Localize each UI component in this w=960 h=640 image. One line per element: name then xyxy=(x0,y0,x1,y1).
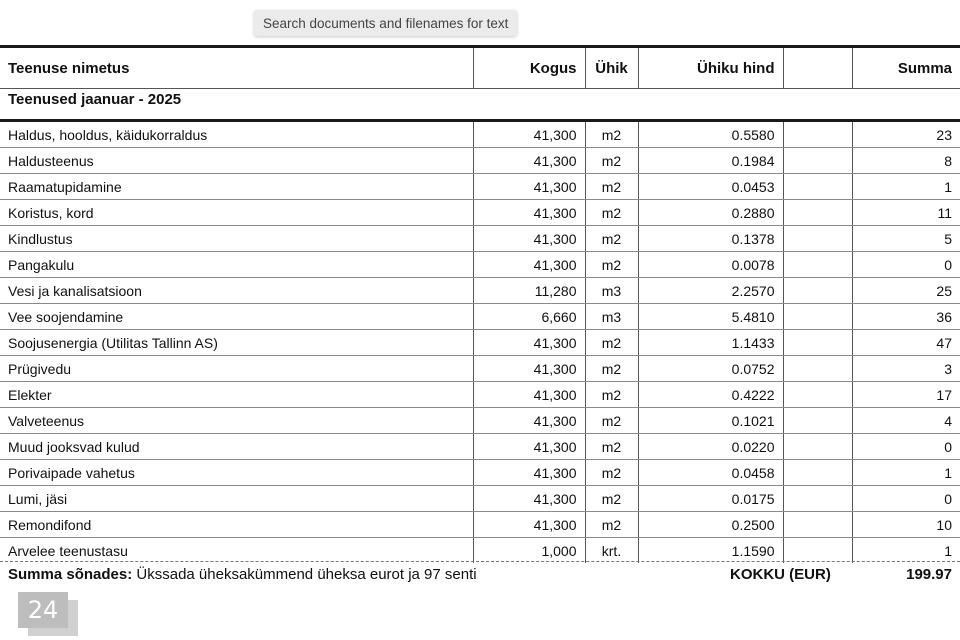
cell-sum: 1 xyxy=(852,538,960,564)
table-row xyxy=(0,408,960,434)
table-row xyxy=(0,278,960,304)
footer xyxy=(0,566,960,588)
cell-unit-price: 0.5580 xyxy=(638,121,783,148)
cell-unit: m2 xyxy=(585,356,638,382)
table-row xyxy=(0,200,960,226)
cell-unit: m2 xyxy=(585,174,638,200)
cell-blank xyxy=(783,512,852,538)
cell-description: Elekter xyxy=(0,382,473,408)
cell-unit: m2 xyxy=(585,226,638,252)
cell-unit: m2 xyxy=(585,512,638,538)
cell-quantity: 41,300 xyxy=(473,408,585,434)
cell-quantity: 41,300 xyxy=(473,174,585,200)
cell-blank xyxy=(783,226,852,252)
cell-quantity: 41,300 xyxy=(473,252,585,278)
cell-blank xyxy=(783,148,852,174)
total-label: KOKKU (EUR) xyxy=(730,566,831,583)
cell-unit: m2 xyxy=(585,382,638,408)
cell-quantity: 41,300 xyxy=(473,486,585,512)
cell-description: Pangakulu xyxy=(0,252,473,278)
bottom-dashed-rule xyxy=(0,561,960,562)
cell-sum: 17 xyxy=(852,382,960,408)
cell-description: Haldusteenus xyxy=(0,148,473,174)
cell-unit: m2 xyxy=(585,148,638,174)
cell-sum: 11 xyxy=(852,200,960,226)
cell-unit-price: 0.0175 xyxy=(638,486,783,512)
table-row xyxy=(0,486,960,512)
cell-unit: m2 xyxy=(585,408,638,434)
cell-unit-price: 5.4810 xyxy=(638,304,783,330)
cell-blank xyxy=(783,356,852,382)
cell-blank xyxy=(783,278,852,304)
cell-description: Porivaipade vahetus xyxy=(0,460,473,486)
amount-in-words xyxy=(8,566,477,583)
section-row xyxy=(0,89,960,121)
cell-blank xyxy=(783,460,852,486)
cell-unit: m2 xyxy=(585,486,638,512)
table-row xyxy=(0,434,960,460)
cell-description: Haldus, hooldus, käidukorraldus xyxy=(0,121,473,148)
cell-unit-price: 1.1590 xyxy=(638,538,783,564)
cell-unit-price: 1.1433 xyxy=(638,330,783,356)
cell-quantity: 41,300 xyxy=(473,226,585,252)
cell-blank xyxy=(783,434,852,460)
cell-sum: 1 xyxy=(852,174,960,200)
cell-blank xyxy=(783,252,852,278)
header-quantity: Kogus xyxy=(473,48,585,89)
cell-description: Muud jooksvad kulud xyxy=(0,434,473,460)
cell-unit: m3 xyxy=(585,278,638,304)
cell-quantity: 6,660 xyxy=(473,304,585,330)
invoice-table xyxy=(0,48,960,563)
cell-blank xyxy=(783,304,852,330)
header-blank xyxy=(783,48,852,89)
cell-quantity: 41,300 xyxy=(473,200,585,226)
cell-sum: 47 xyxy=(852,330,960,356)
table-row xyxy=(0,121,960,148)
cell-blank xyxy=(783,174,852,200)
cell-sum: 0 xyxy=(852,486,960,512)
cell-description: Lumi, jäsi xyxy=(0,486,473,512)
cell-quantity: 41,300 xyxy=(473,434,585,460)
cell-description: Prügivedu xyxy=(0,356,473,382)
cell-quantity: 11,280 xyxy=(473,278,585,304)
cell-unit-price: 0.0453 xyxy=(638,174,783,200)
cell-sum: 23 xyxy=(852,121,960,148)
cell-description: Kindlustus xyxy=(0,226,473,252)
table-row xyxy=(0,304,960,330)
cell-description: Valveteenus xyxy=(0,408,473,434)
cell-blank xyxy=(783,408,852,434)
cell-unit: m2 xyxy=(585,460,638,486)
cell-unit-price: 0.0458 xyxy=(638,460,783,486)
cell-unit-price: 2.2570 xyxy=(638,278,783,304)
header-unit-price: Ühiku hind xyxy=(638,48,783,89)
cell-description: Soojusenergia (Utilitas Tallinn AS) xyxy=(0,330,473,356)
cell-unit: m2 xyxy=(585,121,638,148)
table-row xyxy=(0,538,960,564)
header-description: Teenuse nimetus xyxy=(0,48,473,89)
cell-blank xyxy=(783,538,852,564)
search-tooltip: Search documents and filenames for text xyxy=(254,10,517,36)
section-title: Teenused jaanuar - 2025 xyxy=(0,89,960,121)
total-value: 199.97 xyxy=(906,566,952,583)
table-row xyxy=(0,512,960,538)
cell-sum: 8 xyxy=(852,148,960,174)
table-header-row xyxy=(0,48,960,89)
amount-in-words-label: Summa sõnades: xyxy=(8,566,133,583)
cell-unit-price: 0.0078 xyxy=(638,252,783,278)
cell-sum: 36 xyxy=(852,304,960,330)
cell-unit: m2 xyxy=(585,434,638,460)
cell-sum: 4 xyxy=(852,408,960,434)
cell-quantity: 41,300 xyxy=(473,330,585,356)
cell-quantity: 1,000 xyxy=(473,538,585,564)
cell-quantity: 41,300 xyxy=(473,121,585,148)
cell-quantity: 41,300 xyxy=(473,148,585,174)
cell-unit: m3 xyxy=(585,304,638,330)
cell-description: Arvelee teenustasu xyxy=(8,542,128,559)
cell-blank xyxy=(783,121,852,148)
cell-unit-price: 0.4222 xyxy=(638,382,783,408)
cell-description: Koristus, kord xyxy=(0,200,473,226)
cell-blank xyxy=(783,200,852,226)
cell-unit-price: 0.1021 xyxy=(638,408,783,434)
cell-description: Raamatupidamine xyxy=(0,174,473,200)
cell-description: Vesi ja kanalisatsioon xyxy=(0,278,473,304)
table-row xyxy=(0,252,960,278)
header-unit: Ühik xyxy=(585,48,638,89)
header-sum: Summa xyxy=(852,48,960,89)
table-row xyxy=(0,460,960,486)
cell-quantity: 41,300 xyxy=(473,356,585,382)
cell-sum: 10 xyxy=(852,512,960,538)
cell-sum: 25 xyxy=(852,278,960,304)
table-row xyxy=(0,382,960,408)
cell-quantity: 41,300 xyxy=(473,460,585,486)
cell-quantity: 41,300 xyxy=(473,512,585,538)
table-row xyxy=(0,356,960,382)
cell-unit: krt. xyxy=(585,538,638,564)
cell-unit: m2 xyxy=(585,252,638,278)
cell-sum: 5 xyxy=(852,226,960,252)
cell-unit-price: 0.0220 xyxy=(638,434,783,460)
table-row xyxy=(0,330,960,356)
cell-blank xyxy=(783,382,852,408)
cell-description: Vee soojendamine xyxy=(0,304,473,330)
cell-blank xyxy=(783,486,852,512)
watermark-logo-icon xyxy=(18,592,78,636)
cell-sum: 0 xyxy=(852,252,960,278)
cell-unit-price: 0.0752 xyxy=(638,356,783,382)
cell-unit-price: 0.2880 xyxy=(638,200,783,226)
amount-in-words-value: Ükssada üheksakümmend üheksa eurot ja 97 senti xyxy=(136,566,477,583)
cell-quantity: 41,300 xyxy=(473,382,585,408)
cell-description: Remondifond xyxy=(0,512,473,538)
cell-blank xyxy=(783,330,852,356)
cell-sum: 1 xyxy=(852,460,960,486)
cell-unit: m2 xyxy=(585,200,638,226)
cell-unit-price: 0.1378 xyxy=(638,226,783,252)
table-row xyxy=(0,174,960,200)
cell-unit: m2 xyxy=(585,330,638,356)
cell-sum: 3 xyxy=(852,356,960,382)
watermark-text: 24 xyxy=(27,596,59,624)
table-row xyxy=(0,148,960,174)
table-row xyxy=(0,226,960,252)
cell-sum: 0 xyxy=(852,434,960,460)
cell-unit-price: 0.1984 xyxy=(638,148,783,174)
cell-unit-price: 0.2500 xyxy=(638,512,783,538)
